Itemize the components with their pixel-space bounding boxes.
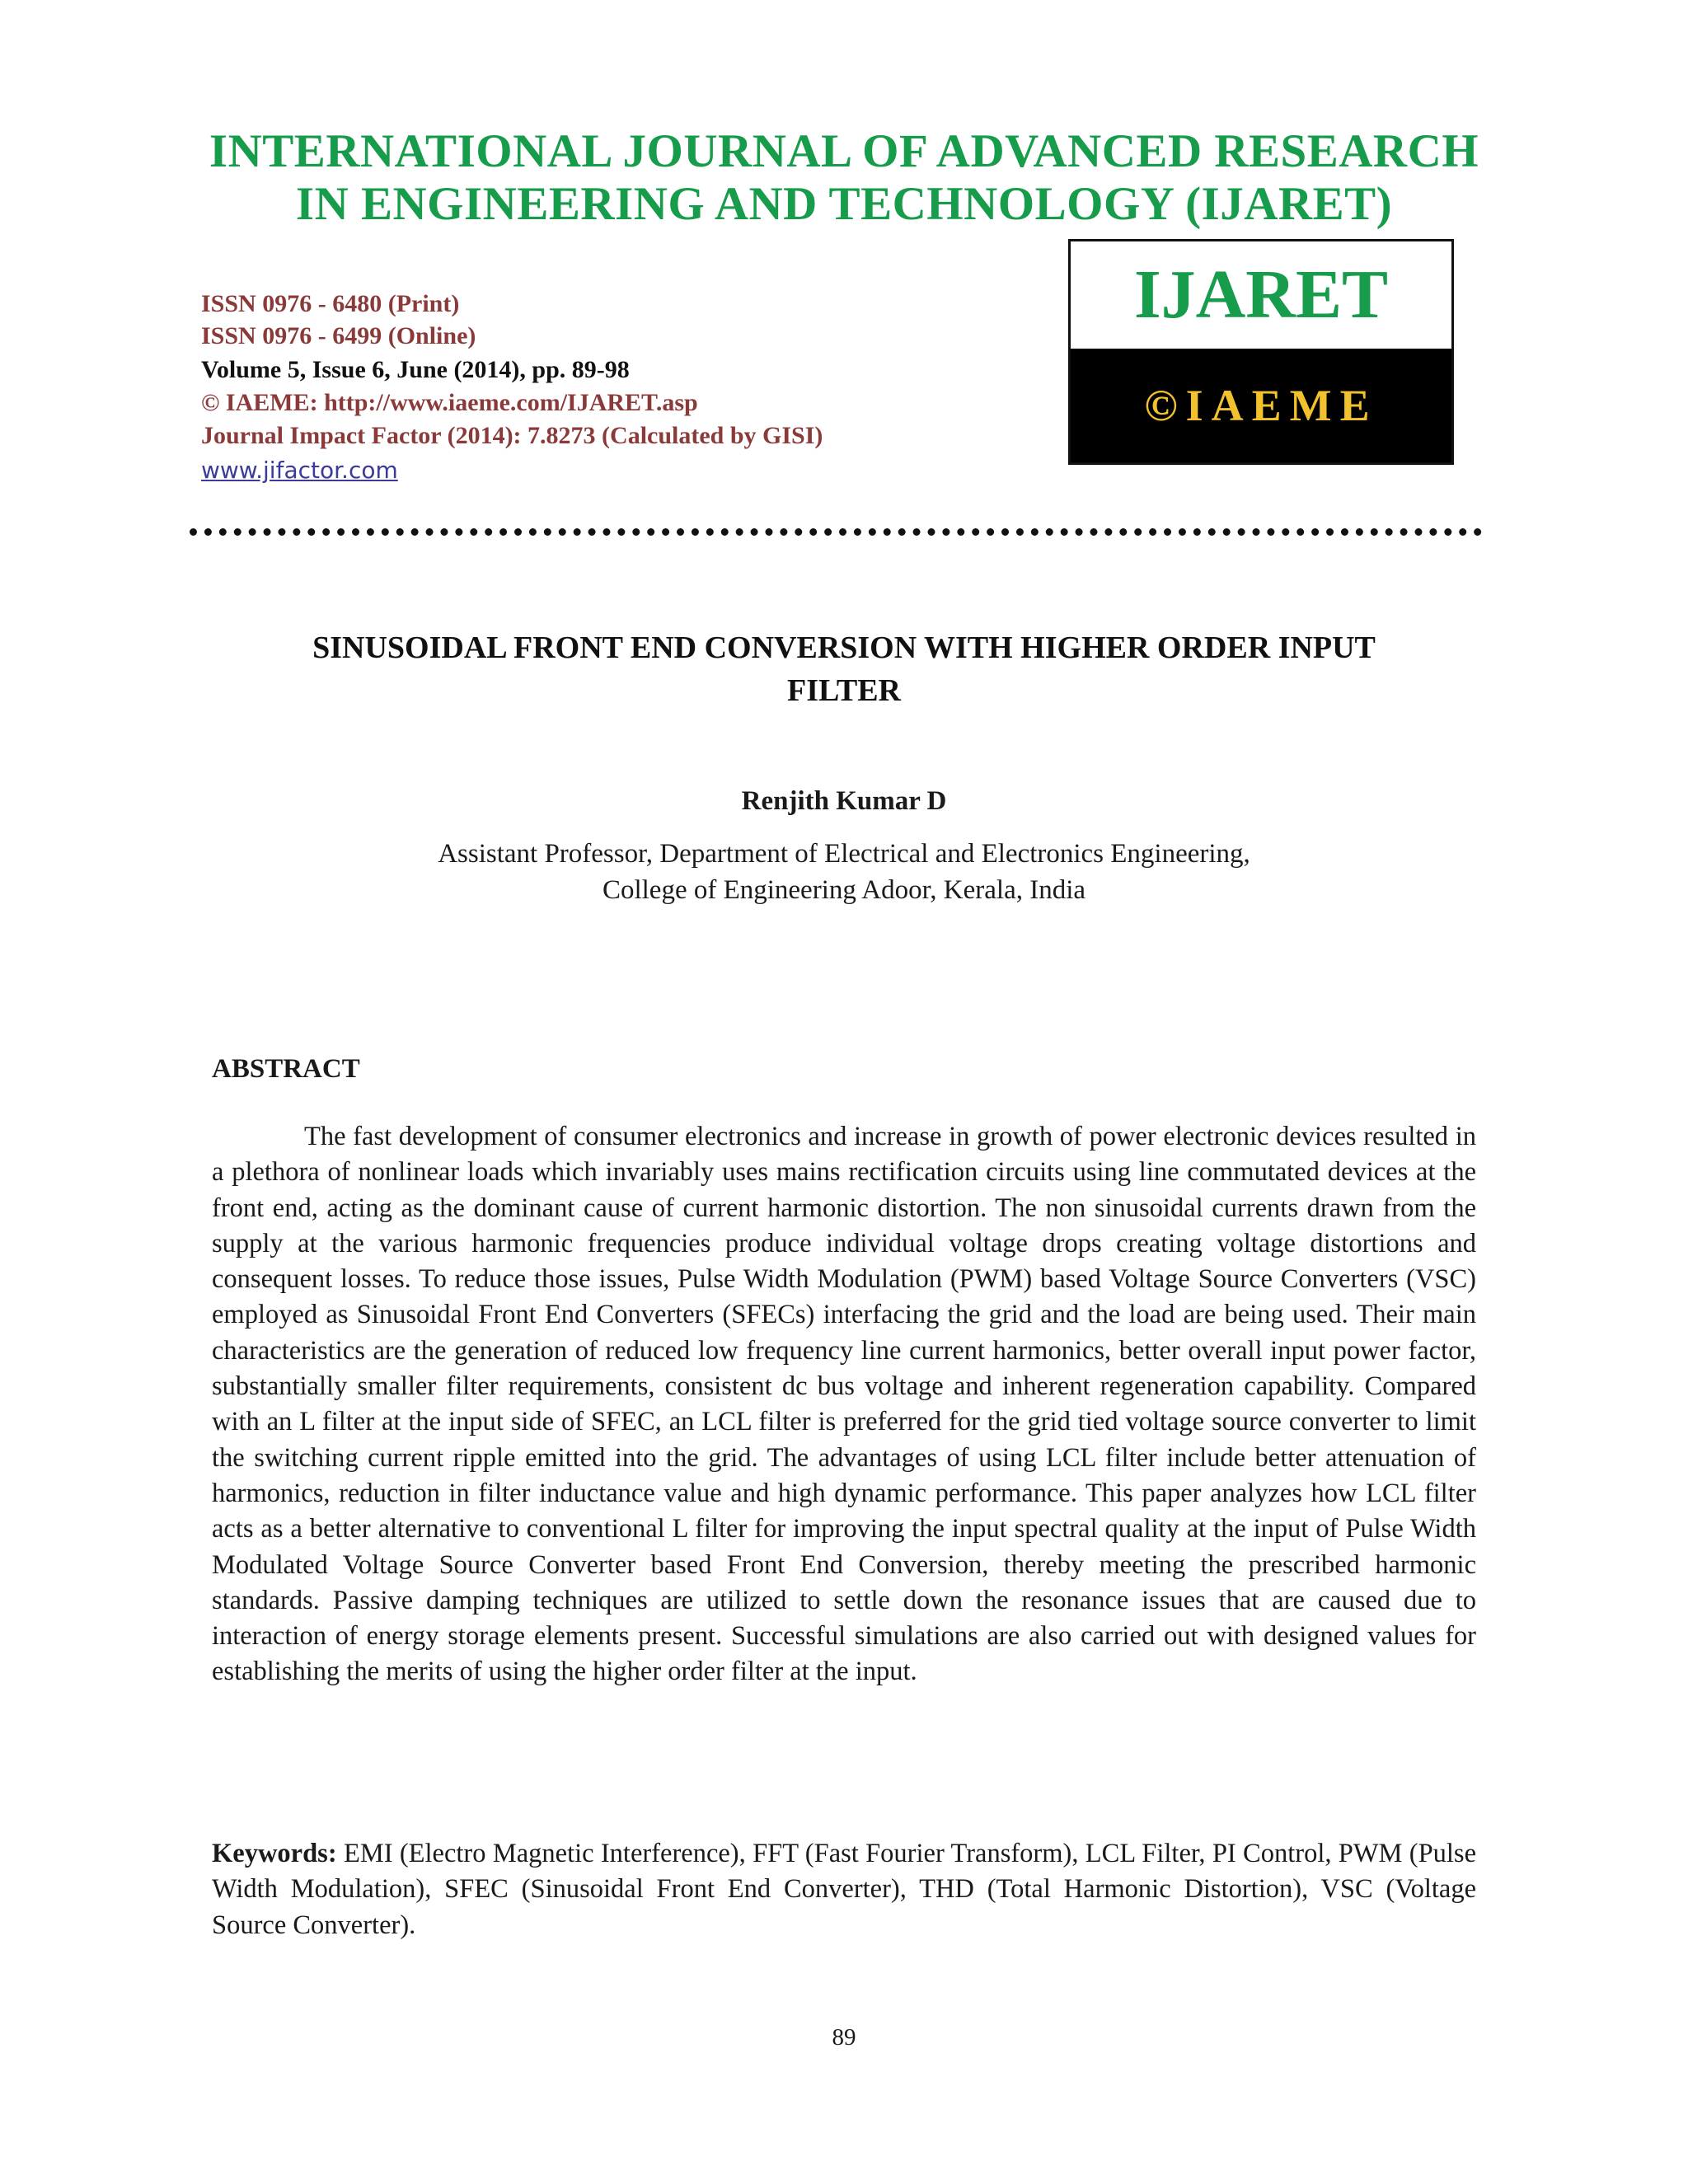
page-number: 89 xyxy=(832,2024,856,2050)
paper-title-line-2: FILTER xyxy=(787,673,901,708)
issn-online: ISSN 0976 - 6499 (Online) xyxy=(201,322,476,349)
keywords-label: Keywords: xyxy=(212,1839,337,1868)
ijaret-logo xyxy=(1068,239,1454,465)
abstract-body: The fast development of consumer electronics and increase in growth of power electronic devices resulted in a plethora of nonlinear loads which invariably uses mains rectification circuits using line commutated devices at the front end, acting as the dominant cause of current harmonic distortion. The non sinusoidal currents drawn from the supply at the various harmonic frequencies produce individual voltage drops creating voltage distortions and consequent losses. To reduce those issues, Pulse Width Modulation (PWM) based Voltage Source Converters (VSC) employed as Sinusoidal Front End Converters (SFECs) interfacing the grid and the load are being used. Their main characteristics are the generation of reduced low frequency line current harmonics, better overall input power factor, substantially smaller filter requirements, consistent dc bus voltage and inherent regeneration capability. Compared with an L filter at the input side of SFEC, an LCL filter is preferred for the grid tied voltage source converter to limit the switching current ripple emitted into the grid. The advantages of using LCL filter include better attenuation of harmonics, reduction in filter inductance value and high dynamic performance. This paper analyzes how LCL filter acts as a better alternative to conventional L filter for improving the input spectral quality at the input of Pulse Width Modulated Voltage Source Converter based Front End Conversion, thereby meeting the prescribed harmonic standards. Passive damping techniques are utilized to settle down the resonance issues that are caused due to interaction of energy storage elements present. Successful simulations are also carried out with designed values for establishing the merits of using the higher order filter at the input. xyxy=(212,1122,1476,1687)
paper-title-line-1: SINUSOIDAL FRONT END CONVERSION WITH HIGHER ORDER INPUT xyxy=(312,630,1376,665)
journal-title-line-1: INTERNATIONAL JOURNAL OF ADVANCED RESEARCH xyxy=(209,125,1479,177)
journal-title-line-2: IN ENGINEERING AND TECHNOLOGY (IJARET) xyxy=(295,178,1393,230)
affiliation-line-2: College of Engineering Adoor, Kerala, India xyxy=(602,875,1086,905)
affiliation-line-1: Assistant Professor, Department of Electrical and Electronics Engineering, xyxy=(438,839,1250,869)
keywords-text: EMI (Electro Magnetic Interference), FFT (Fast Fourier Transform), LCL Filter, PI Control, PWM (Pulse Width Modulation), SFEC (Sinusoidal Front End Converter), THD (Total Harmonic Distortion), VSC (Voltage Source Converter). xyxy=(212,1839,1476,1940)
volume-info: Volume 5, Issue 6, June (2014), pp. 89-98 xyxy=(201,356,630,383)
abstract-heading: ABSTRACT xyxy=(212,1054,360,1084)
keywords-paragraph xyxy=(212,1836,1476,1943)
journal-url: © IAEME: http://www.iaeme.com/IJARET.asp xyxy=(201,389,698,416)
impact-factor: Journal Impact Factor (2014): 7.8273 (Calculated by GISI) xyxy=(201,422,823,449)
issn-print: ISSN 0976 - 6480 (Print) xyxy=(201,290,460,317)
jifactor-link[interactable]: www.jifactor.com xyxy=(201,457,398,484)
dotted-divider xyxy=(190,528,1482,536)
logo-ijaret-text: IJARET xyxy=(1133,256,1389,333)
author-name: Renjith Kumar D xyxy=(741,786,947,816)
logo-iaeme-text: ©IAEME xyxy=(1071,349,1451,462)
